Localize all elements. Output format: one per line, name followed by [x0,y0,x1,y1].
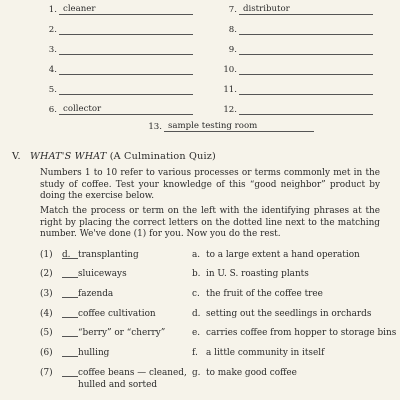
blank-item[interactable] [225,83,375,97]
matching-row [40,308,390,320]
match-phrase: the fruit of the coffee tree [206,289,323,299]
blank-number: 3. [48,45,57,55]
match-term: fazenda [78,289,114,299]
section-number: V. [12,151,21,162]
match-term: coffee cultivation [78,309,156,319]
blank-line [239,103,373,115]
match-number: (1) [40,250,53,260]
match-phrase: a little community in itself [206,348,325,358]
blank-number: 10. [223,65,237,75]
match-term: sluiceways [78,269,127,279]
answer-line [62,317,78,318]
answer-blank[interactable]: d. [62,250,71,260]
matching-row [40,268,390,280]
match-term: hulling [78,348,110,358]
blank-line [59,23,193,35]
blank-item[interactable] [225,63,375,77]
blank-line [239,83,373,95]
match-term-continued: hulled and sorted [78,380,158,390]
blank-item[interactable] [45,3,195,17]
blank-item[interactable] [45,23,195,37]
answer-line [62,376,78,377]
blank-item[interactable] [225,103,375,117]
matching-row [40,367,390,379]
blank-item[interactable] [225,3,375,17]
blank-line [239,63,373,75]
match-phrase: carries coffee from hopper to storage bins [206,328,397,338]
matching-row [40,327,397,339]
blank-line [239,23,373,35]
blank-number: 6. [48,105,57,115]
match-number: (5) [40,328,53,338]
phrase-letter: a. [192,250,201,260]
answer-line [62,277,78,278]
blank-number: 8. [228,25,237,35]
matching-row [40,288,390,300]
match-term: transplanting [78,250,139,260]
blank-number: 7. [228,5,237,15]
match-number: (6) [40,348,53,358]
phrase-letter: e. [192,328,201,338]
blank-number: 5. [48,85,57,95]
blank-item[interactable] [150,120,315,134]
match-phrase: to a large extent a hand operation [206,250,360,260]
section-heading: WHAT'S WHAT [29,151,107,162]
blank-fill-text: collector [63,104,102,114]
match-phrase: in U. S. roasting plants [206,269,309,279]
blank-number: 4. [48,65,57,75]
instructions-paragraph: Match the process or term on the left with the identifying phrases at the right by placing the correct letters on the dotted line next to the matching number. We've done (1) for you. Now you do the rest. [40,206,380,239]
phrase-letter: d. [192,309,201,319]
match-term: “berry” or “cherry” [78,328,166,338]
match-number: (3) [40,289,53,299]
answer-line [62,297,78,298]
phrase-letter: g. [192,368,201,378]
match-term: coffee beans — cleaned, [78,368,187,378]
blank-number: 12. [223,105,237,115]
match-number: (4) [40,309,53,319]
section-title [12,151,216,162]
phrase-letter: c. [192,289,200,299]
section-subtitle: (A Culmination Quiz) [109,151,216,162]
blank-number: 9. [228,45,237,55]
blank-line [59,63,193,75]
blank-fill-text: cleaner [63,4,96,14]
blank-item[interactable] [225,43,375,57]
matching-row [40,347,390,359]
blank-item[interactable] [45,43,195,57]
phrase-letter: b. [192,269,201,279]
blank-fill-text: sample testing room [168,121,258,131]
matching-row [40,249,390,261]
blank-item[interactable] [45,83,195,97]
blank-item[interactable] [45,103,195,117]
answer-line [62,356,78,357]
match-number: (2) [40,269,53,279]
blank-line [59,83,193,95]
match-number: (7) [40,368,53,378]
answer-line [62,336,78,337]
blank-number: 11. [223,85,237,95]
blank-line [59,43,193,55]
instructions-paragraph: Numbers 1 to 10 refer to various processes or terms commonly met in the study of coffee. Test your knowledge of this “good neighbor” product by doing the exercise below. [40,168,380,201]
match-phrase: to make good coffee [206,368,297,378]
blank-fill-text: distributor [243,4,290,14]
blank-number: 1. [48,5,57,15]
blank-item[interactable] [45,63,195,77]
blank-item[interactable] [225,23,375,37]
blank-line [239,43,373,55]
answer-line [62,258,78,259]
blank-number: 13. [148,122,162,132]
phrase-letter: f. [192,348,198,358]
blank-number: 2. [48,25,57,35]
match-phrase: setting out the seedlings in orchards [206,309,372,319]
